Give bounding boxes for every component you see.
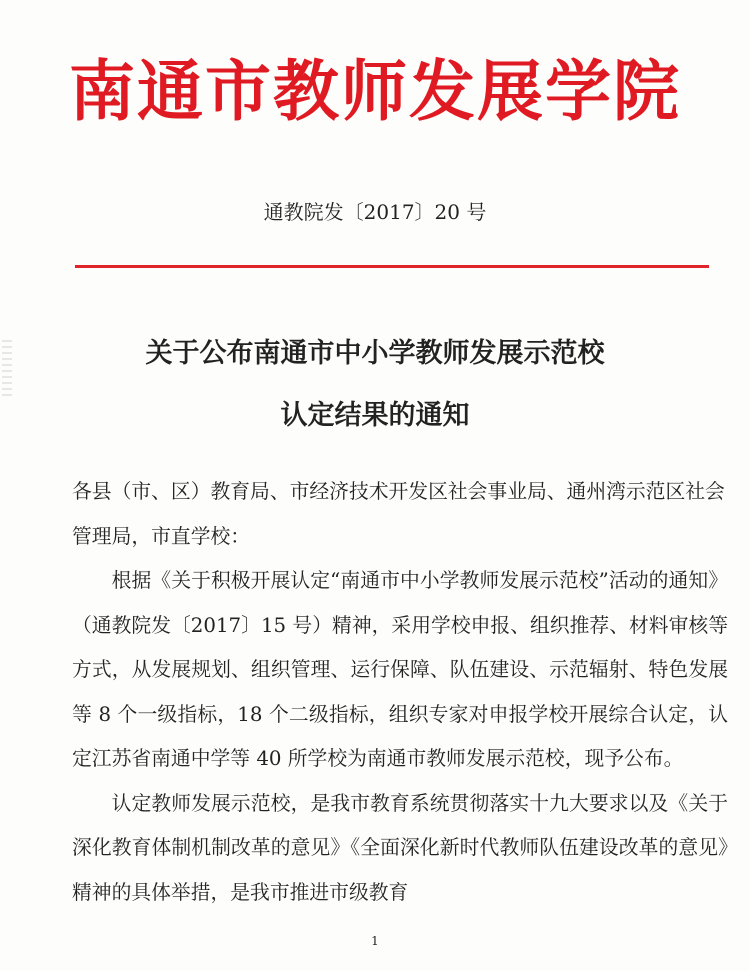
notice-body xyxy=(72,470,728,915)
page-number: 1 xyxy=(371,934,379,948)
body-paragraph-1: 根据《关于积极开展认定“南通市中小学教师发展示范校”活动的通知》（通教院发〔2017〕15 号）精神，采用学校申报、组织推荐、材料审核等方式，从发展规划、组织管理、运行保障、队伍建设、示范辐射、特色发展等 8 个一级指标，18 个二级指标，组织专家对申报学校开展综合认定，认定江苏省南通中学等 40 所学校为南通市教师发展示范校，现予公布。 xyxy=(72,569,728,770)
document-number: 通教院发〔2017〕20 号 xyxy=(263,200,487,224)
institution-header: 南通市教师发展学院 xyxy=(69,53,681,130)
red-divider-rule xyxy=(75,265,709,268)
notice-title-line-2: 认定结果的通知 xyxy=(280,400,470,431)
addressees: 各县（市、区）教育局、市经济技术开发区社会事业局、通州湾示范区社会管理局，市直学校： xyxy=(72,480,725,548)
notice-title-line-1: 关于公布南通市中小学教师发展示范校 xyxy=(145,338,605,369)
body-paragraph-2: 认定教师发展示范校，是我市教育系统贯彻落实十九大要求以及《关于深化教育体制机制改革的意见》《全面深化新时代教师队伍建设改革的意见》精神的具体举措，是我市推进市级教育 xyxy=(72,791,728,904)
